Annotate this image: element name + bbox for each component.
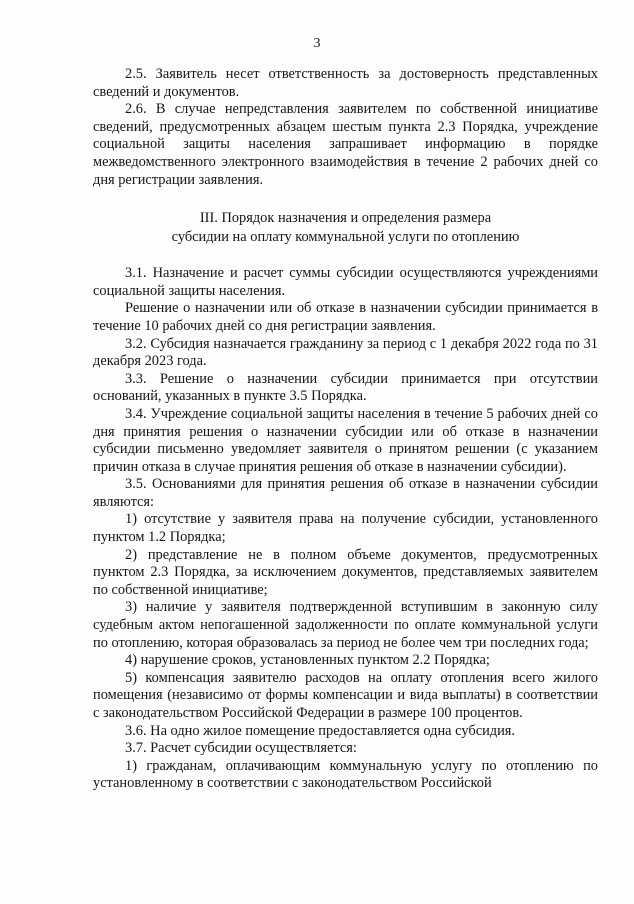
paragraph-3-7: 3.7. Расчет субсидии осуществляется:	[125, 740, 357, 757]
paragraph-3-4: 3.4. Учреждение социальной защиты населения в течение 5 рабочих дней со дня принятия решения о назначении субсидии или об отказе в назначении субсидии письменно уведомляет заявителя о принятом решении (с указанием причин отказа в случае принятия решения об отказе в назначении субсидии).	[93, 405, 598, 475]
list-item-refusal-3: 3) наличие у заявителя подтвержденной вступившим в законную силу судебным актом непогашенной задолженности по оплате коммунальной услуги по отоплению, которая образовалась за период не более чем три последних года;	[93, 599, 598, 651]
list-item-refusal-2: 2) представление не в полном объеме документов, предусмотренных пунктом 2.3 Порядка, за исключением документов, представляемых заявителем по собственной инициативе;	[93, 546, 598, 598]
paragraph-3-6: 3.6. На одно жилое помещение предоставляется одна субсидия.	[125, 722, 516, 739]
paragraph-2-6: 2.6. В случае непредставления заявителем по собственной инициативе сведений, предусмотренных абзацем шестым пункта 2.3 Порядка, учреждение социальной защиты населения запрашивает информацию в порядке межведомственного электронного взаимодействия в течение 2 рабочих дней со дня регистрации заявления.	[93, 101, 598, 188]
paragraph-decision-term: Решение о назначении или об отказе в назначении субсидии принимается в течение 10 рабочих дней со дня регистрации заявления.	[93, 300, 598, 334]
paragraph-3-1: 3.1. Назначение и расчет суммы субсидии осуществляются учреждениями социальной защиты населения.	[93, 265, 598, 299]
paragraph-3-2: 3.2. Субсидия назначается гражданину за период с 1 декабря 2022 года по 31 декабря 2023 года.	[93, 335, 598, 370]
list-item-refusal-1: 1) отсутствие у заявителя права на получение субсидии, установленного пунктом 1.2 Порядка;	[93, 511, 598, 546]
paragraph-3-5: 3.5. Основаниями для принятия решения об отказе в назначении субсидии являются:	[93, 476, 598, 510]
section-heading-line-2: субсидии на оплату коммунальной услуги по отоплению	[171, 229, 520, 246]
paragraph-3-3: 3.3. Решение о назначении субсидии принимается при отсутствии оснований, указанных в пункте 3.5 Порядка.	[93, 370, 598, 405]
section-heading	[93, 209, 598, 247]
paragraph-2-5: 2.5. Заявитель несет ответственность за достоверность представленных сведений и документов.	[93, 66, 598, 100]
page-number: 3	[313, 36, 321, 51]
list-item-calculation-1: 1) гражданам, оплачивающим коммунальную услугу по отоплению по установленному в соответствии с законодательством Российской	[93, 757, 598, 792]
section-heading-line-1: III. Порядок назначения и определения размера	[199, 210, 492, 227]
document-body	[93, 66, 598, 793]
list-item-refusal-5: 5) компенсация заявителю расходов на оплату отопления всего жилого помещения (независимо от формы компенсации и вида выплаты) в соответствии с законодательством Российской Федерации в размере 100 процентов.	[93, 669, 598, 721]
list-item-refusal-4: 4) нарушение сроков, установленных пунктом 2.2 Порядка;	[125, 652, 490, 669]
